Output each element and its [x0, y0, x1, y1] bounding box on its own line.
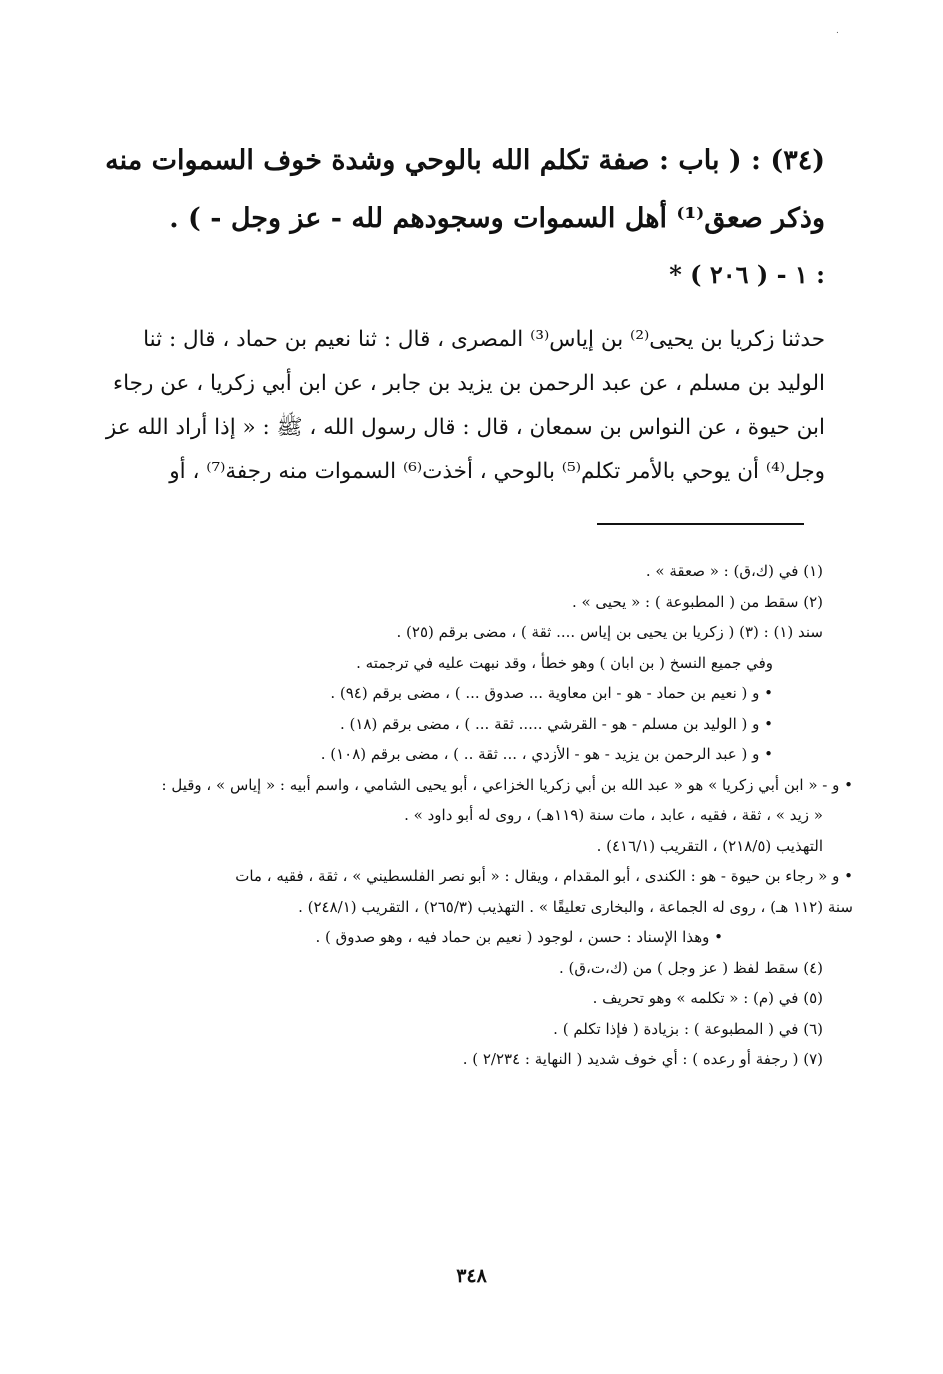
hadith-text-line: حدثنا زكريا بن يحيى⁽²⁾ بن إياس⁽³⁾ المصرى ، قال : ثنا نعيم بن حماد ، قال : ثنا [143, 327, 825, 352]
footnote-line: (٧) ( رجفة أو رعده ) : أي خوف شديد ( النهاية : ٢/٢٣٤ ) . [462, 1050, 823, 1068]
footnote-line: • و ( عبد الرحمن بن يزيد - هو - الأزدي ، ... ثقة .. ) ، مضى برقم (١٠٨) . [320, 745, 773, 763]
footnote-line: • و ( نعيم بن حماد - هو - ابن معاوية ... صدوق ... ) ، مضى برقم (٩٤) . [330, 684, 773, 702]
footnote-line: التهذيب (٢١٨/٥) ، التقريب (٤١٦/١) . [596, 836, 823, 855]
footnote-line: (٦) في ( المطبوعة ) : بزيادة ( فإذا تكلم ) . [553, 1019, 823, 1038]
hadith-number: * ١ - ( ٢٠٦ ) : [669, 260, 825, 289]
chapter-heading-line-1: (٣٤) : ( باب : صفة تكلم الله بالوحي وشدة خوف السموات منه [105, 145, 825, 176]
footnote-line: سند (١) : (٣) ( زكريا بن يحيى بن إياس .... ثقة ) ، مضى برقم (٢٥) . [396, 623, 823, 641]
footnote-line: • و - « ابن أبي زكريا » هو « عبد الله بن أبي زكريا الخزاعي ، أبو يحيى الشامي ، واسم أبيه : « إياس » ، وقيل : [161, 775, 853, 794]
footnotes [103, 556, 853, 1075]
footnote-line: « زيد » ، ثقة ، فقيه ، عابد ، مات سنة (١١٩هـ) ، روى له أبو داود » . [404, 806, 823, 824]
hadith-text [105, 318, 825, 494]
footnote-line: (٢) سقط من ( المطبوعة ) : « يحيى » . [571, 592, 823, 611]
hadith-text-line: الوليد بن مسلم ، عن عبد الرحمن بن يزيد بن جابر ، عن ابن أبي زكريا ، عن رجاء [113, 371, 825, 396]
footnote-separator [597, 523, 804, 525]
footnote-line: • وهذا الإسناد : حسن ، لوجود ( نعيم بن حماد فيه ، وهو صدوق ) . [315, 928, 723, 946]
footnote-line: وفي جميع النسخ ( بن ابان ) وهو خطأ ، وقد نبهت عليه في ترجمته . [356, 653, 773, 672]
footnote-line: • و ( الوليد بن مسلم - هو - القرشي ..... ثقة ... ) ، مضى برقم (١٨) . [339, 714, 773, 733]
chapter-heading [105, 132, 825, 248]
page-number: ٣٤٨ [456, 1265, 487, 1287]
footnote-line: • و « رجاء بن حيوة - هو : الكندى ، أبو المقدام ، ويقال : « أبو نصر الفلسطيني » ، ثقة ، فقيه ، مات [235, 867, 853, 885]
footnote-line: (٥) في (م) : « تكلمه » وهو تحريف . [592, 989, 823, 1007]
footnote-line: سنة (١١٢ هـ) ، روى له الجماعة ، والبخارى تعليقًا » . التهذيب (٢٦٥/٣) ، التقريب (٢٤٨/١) . [298, 897, 853, 916]
hadith-text-line: ابن حيوة ، عن النواس بن سمعان ، قال : قال رسول الله ، ﷺ : « إذا أراد الله عز [105, 415, 825, 440]
corner-mark: ٠ [835, 28, 840, 38]
hadith-text-line: وجل⁽⁴⁾ أن يوحي بالأمر تكلم⁽⁵⁾ بالوحي ، أخذت⁽⁶⁾ السموات منه رجفة⁽⁷⁾ ، أو [169, 459, 825, 484]
chapter-heading-line-2: وذكر صعق⁽¹⁾ أهل السموات وسجودهم لله - عز وجل - ) . [169, 203, 825, 234]
footnote-line: (١) في (ك،ق) : « صعقة » . [645, 562, 823, 580]
footnote-line: (٤) سقط لفظ ( عز وجل ) من (ك،ت،ق) . [558, 958, 823, 977]
